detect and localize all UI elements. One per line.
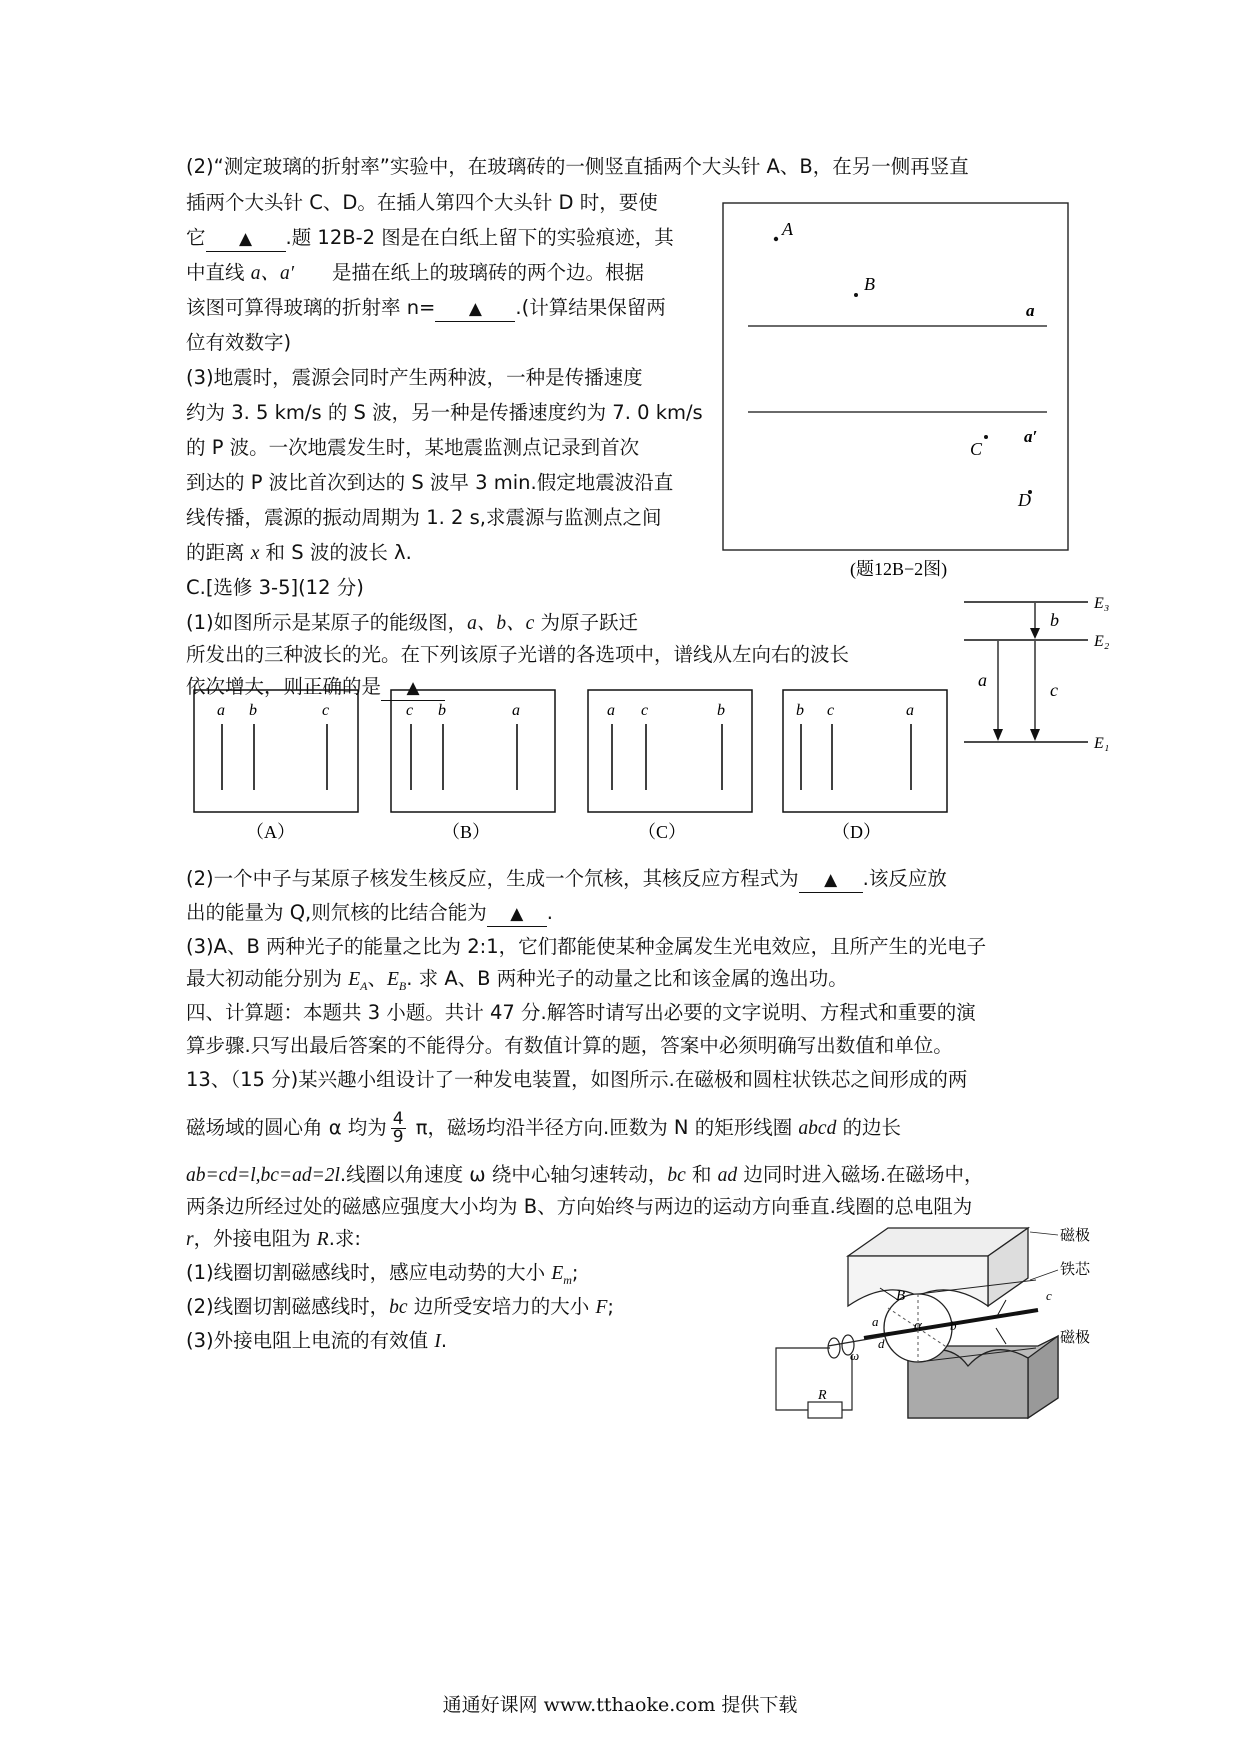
q3-line1: (3)地震时，震源会同时产生两种波，一种是传播速度 — [186, 366, 643, 389]
q13-part2: (2)线圈切割磁感线时，bc 边所受安培力的大小 F; — [186, 1295, 614, 1318]
svg-text:b: b — [249, 702, 257, 719]
q13-line1: 13、（15 分)某兴趣小组设计了一种发电装置，如图所示.在磁极和圆柱状铁芯之间形成的两 — [186, 1068, 968, 1091]
q2-line5: 该图可算得玻璃的折射率 n= ▲ .(计算结果保留两 — [186, 291, 666, 325]
energy-level-diagram — [958, 590, 1128, 760]
label-resistor: R — [818, 1388, 827, 1403]
spectrum-options — [190, 688, 960, 848]
label-coil-d: d — [878, 1336, 885, 1351]
label-edge-a-prime: a′ — [1024, 427, 1038, 446]
label-omega: ω — [850, 1348, 860, 1363]
svg-text:b: b — [796, 702, 804, 719]
q2-line1: (2)“测定玻璃的折射率”实验中，在玻璃砖的一侧竖直插两个大头针 A、B，在另一侧再竖直 — [186, 155, 969, 178]
q2-line4: 中直线 a、a′ 是描在纸上的玻璃砖的两个边。根据 — [186, 261, 644, 284]
page-footer: 通通好课网 www.tthaoke.com 提供下载 — [442, 1694, 798, 1716]
option-label-c: （C） — [638, 822, 687, 842]
answer-blank[interactable]: ▲ — [799, 868, 863, 893]
c-q2-line2: 出的能量为 Q,则氘核的比结合能为 ▲ . — [186, 896, 553, 930]
svg-text:c: c — [641, 702, 649, 719]
q3-line2: 约为 3. 5 km/s 的 S 波，另一种是传播速度约为 7. 0 km/s — [186, 401, 703, 424]
spectrum-option-c — [588, 690, 752, 842]
q3-line3: 的 P 波。一次地震发生时，某地震监测点记录到首次 — [186, 436, 640, 459]
svg-text:b: b — [438, 702, 446, 719]
figure-caption: (题12B−2图) — [850, 559, 948, 579]
label-iron-core: 铁芯 — [1060, 1262, 1091, 1278]
svg-text:c: c — [827, 702, 835, 719]
svg-text:a: a — [906, 702, 914, 719]
q13-line2: 磁场域的圆心角 α 均为 $\frac{4}{9}$ π，磁场均沿半径方向.匝数为 N 的矩形线圈 abcd 的边长 — [186, 1109, 902, 1147]
q13-line3: ab=cd=l,bc=ad=2l.线圈以角速度 ω 绕中心轴匀速转动，bc 和 ad 边同时进入磁场.在磁场中， — [186, 1163, 984, 1186]
q2-line6: 位有效数字) — [186, 331, 292, 354]
option-label-a: （A） — [246, 822, 295, 842]
q3-line5: 线传播，震源的振动周期为 1. 2 s,求震源与监测点之间 — [186, 506, 662, 529]
section4-line1: 四、计算题：本题共 3 小题。共计 47 分.解答时请写出必要的文字说明、方程式和重要的演 — [186, 1001, 976, 1024]
c-q3-line1: (3)A、B 两种光子的能量之比为 2:1，它们都能使某种金属发生光电效应，且所产生的光电子 — [186, 935, 987, 958]
c-q1-line3: 依次增大，则正确的是 ▲ — [186, 670, 445, 704]
option-label-d: （D） — [832, 822, 881, 842]
section-c-title: C.[选修 3-5](12 分) — [186, 576, 364, 599]
label-field-b: B — [896, 1288, 906, 1304]
svg-text:a: a — [512, 702, 520, 719]
q13-line4: 两条边所经过处的磁感应强度大小均为 B、方向始终与两边的运动方向垂直.线圈的总电阻为 — [186, 1195, 973, 1218]
label-e2: E₂ — [1094, 633, 1110, 650]
label-pin-d: D — [1018, 490, 1031, 510]
label-e3: E₃ — [1094, 595, 1110, 612]
q3-line4: 到达的 P 波比首次到达的 S 波早 3 min.假定地震波沿直 — [186, 471, 674, 494]
figure-12b-2 — [722, 202, 1124, 582]
label-coil-a: a — [872, 1314, 879, 1329]
label-magnet-bottom: 磁极 — [1060, 1330, 1091, 1346]
label-transition-b: b — [1050, 610, 1059, 630]
q2-line2: 插两个大头针 C、D。在插人第四个大头针 D 时，要使 — [186, 191, 658, 214]
label-coil-b: b — [950, 1318, 957, 1333]
q2-line3: 它 ▲ .题 12B-2 图是在白纸上留下的实验痕迹，其 — [186, 221, 674, 255]
answer-blank[interactable]: ▲ — [435, 297, 515, 322]
label-pin-c: C — [970, 439, 983, 459]
label-magnet-top: 磁极 — [1060, 1228, 1091, 1244]
section4-line2: 算步骤.只写出最后答案的不能得分。有数值计算的题，答案中必须明确写出数值和单位。 — [186, 1034, 953, 1057]
c-q3-line2: 最大初动能分别为 $E_A$、$E_B$. 求 A、B 两种光子的动量之比和该金属的逸出功。 — [186, 967, 848, 993]
svg-text:a: a — [217, 702, 225, 719]
answer-blank[interactable]: ▲ — [206, 227, 286, 252]
option-label-b: （B） — [442, 822, 491, 842]
answer-blank[interactable]: ▲ — [487, 902, 547, 927]
answer-blank[interactable]: ▲ — [381, 676, 445, 701]
c-q1-line1: (1)如图所示是某原子的能级图，a、b、c 为原子跃迁 — [186, 611, 638, 634]
label-angle-alpha: α — [914, 1318, 922, 1334]
fraction-4-9: $\frac{4}{9}$ — [392, 1109, 404, 1147]
c-q1-line2: 所发出的三种波长的光。在下列该原子光谱的各选项中，谱线从左向右的波长 — [186, 643, 850, 666]
q13-line5: r，外接电阻为 R.求: — [186, 1227, 361, 1250]
spectrum-option-d — [783, 690, 947, 842]
spectrum-option-a — [194, 690, 358, 842]
q3-line6: 的距离 x 和 S 波的波长 λ. — [186, 541, 412, 564]
spectrum-option-b — [391, 690, 555, 842]
generator-diagram — [768, 1218, 1108, 1432]
label-e1: E₁ — [1094, 735, 1110, 752]
label-transition-c: c — [1050, 680, 1058, 700]
c-q2-line1: (2)一个中子与某原子核发生核反应，生成一个氘核，其核反应方程式为 ▲ .该反应放 — [186, 862, 947, 896]
svg-text:b: b — [717, 702, 725, 719]
svg-text:a: a — [607, 702, 615, 719]
q13-part1: (1)线圈切割磁感线时，感应电动势的大小 $E_m$; — [186, 1261, 579, 1287]
svg-text:c: c — [322, 702, 330, 719]
label-pin-a: A — [782, 219, 793, 239]
label-coil-c: c — [1046, 1288, 1052, 1303]
q13-part3: (3)外接电阻上电流的有效值 I. — [186, 1329, 448, 1352]
label-pin-b: B — [864, 274, 875, 294]
svg-text:c: c — [406, 702, 414, 719]
label-edge-a: a — [1026, 301, 1035, 320]
label-transition-a: a — [978, 670, 987, 690]
